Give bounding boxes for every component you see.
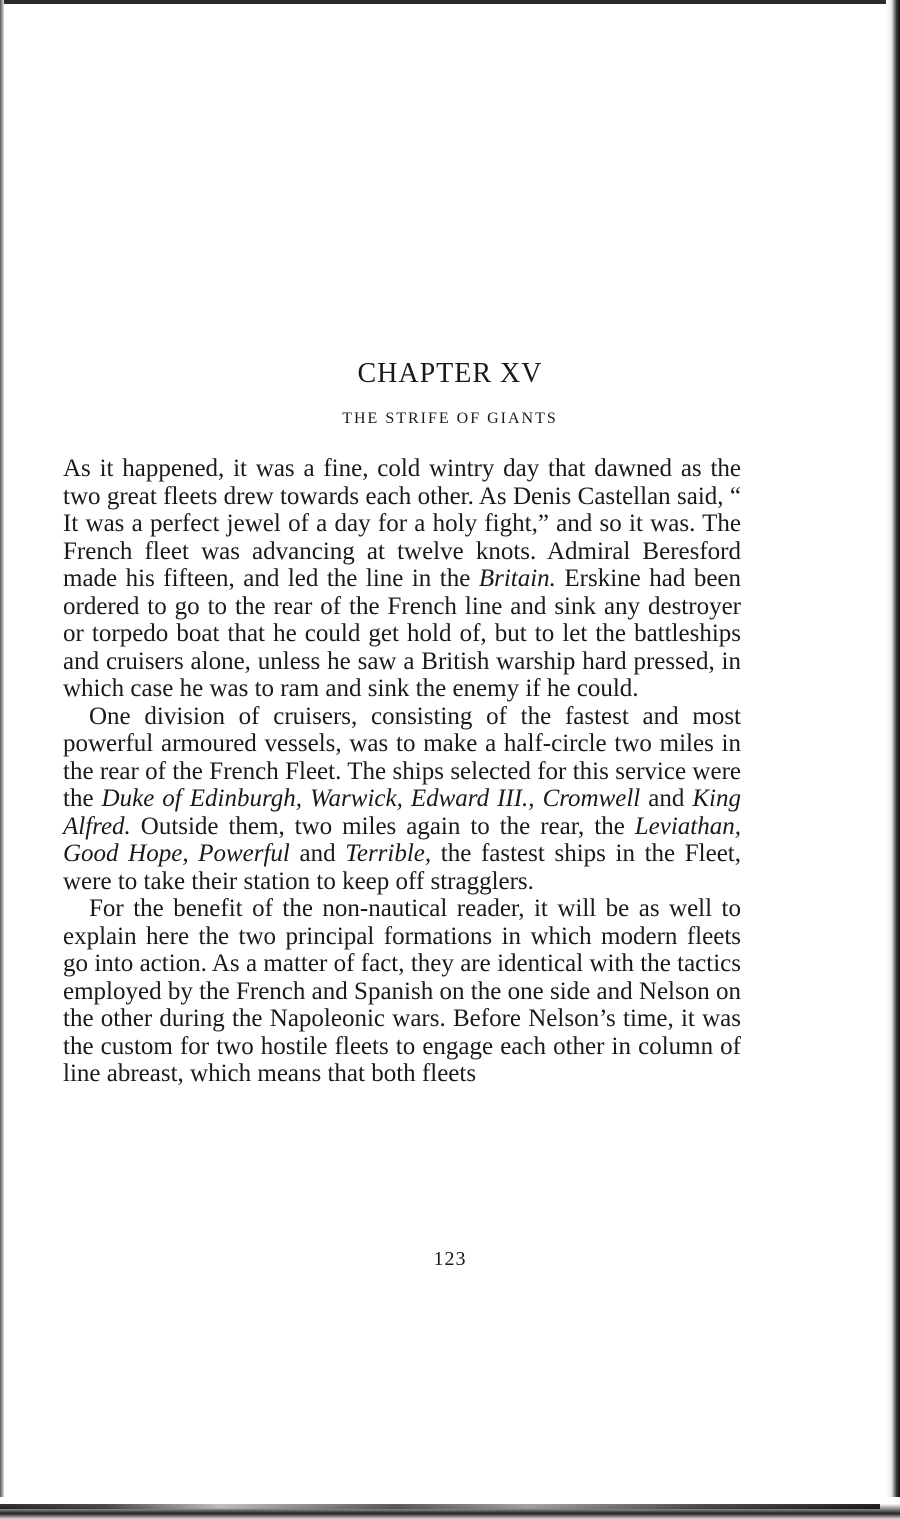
scan-edge-top <box>0 0 900 4</box>
ship-name-italic: Terrible, <box>345 840 432 867</box>
text-run: and <box>289 840 346 867</box>
chapter-subtitle: THE STRIFE OF GIANTS <box>342 410 558 427</box>
ship-name-italic: Leviathan, Good Hope, Powerful <box>63 812 741 867</box>
text-run: For the benefit of the non-nautical reader, it will be as well to explain here the two principal formations in which modern fleets go into action. As a matter of fact, they are identical with the tactics employed by the French and Spanish on the one side and Nelson on the other during the Napoleonic wars. Before Nelson’s time, it was the custom for two hostile fleets to engage each other in column of line abreast, which means that both fleets <box>63 895 741 1087</box>
text-run: As it happened, it was a fine, cold wintry day that dawned as the two great fleets drew towards each other. As Denis Castellan said, “ It was a perfect jewel of a day for a holy fight,” and so it was. The French fleet was advancing at twelve knots. Admiral Beresford made his fifteen, and led the line in the <box>63 455 741 592</box>
paragraph-3 <box>63 895 741 1088</box>
body-text <box>63 455 741 1088</box>
scan-edge-left <box>0 0 4 1519</box>
text-run: Outside them, two miles again to the rear, the <box>130 812 635 840</box>
scan-streak-bottom <box>0 1504 880 1509</box>
chapter-title: CHAPTER XV <box>357 358 543 389</box>
text-run: the fastest ships in the Fleet, were to take their station to keep off stragglers. <box>63 840 741 895</box>
text-run: and <box>640 785 693 812</box>
paragraph-1 <box>63 455 741 703</box>
scan-edge-right <box>886 0 900 1519</box>
text-run: One division of cruisers, consisting of the fastest and most powerful armoured vessels, was to make a half-circle two miles in the rear of the French Fleet. The ships selected for this service were the <box>63 702 741 812</box>
ship-name-italic: Duke of Edinburgh, Warwick, Edward III., Cromwell <box>101 785 641 812</box>
paragraph-2 <box>63 703 741 896</box>
ship-name-italic: Britain. <box>478 565 556 592</box>
ship-name-italic: King Alfred. <box>63 785 741 840</box>
page-number: 123 <box>433 1248 467 1270</box>
text-run: Erskine had been ordered to go to the rear of the French line and sink any destroyer or torpedo boat that he could get hold of, but to let the battleships and cruisers alone, unless he saw a British warship hard pressed, in which case he was to ram and sink the enemy if he could. <box>63 565 742 702</box>
